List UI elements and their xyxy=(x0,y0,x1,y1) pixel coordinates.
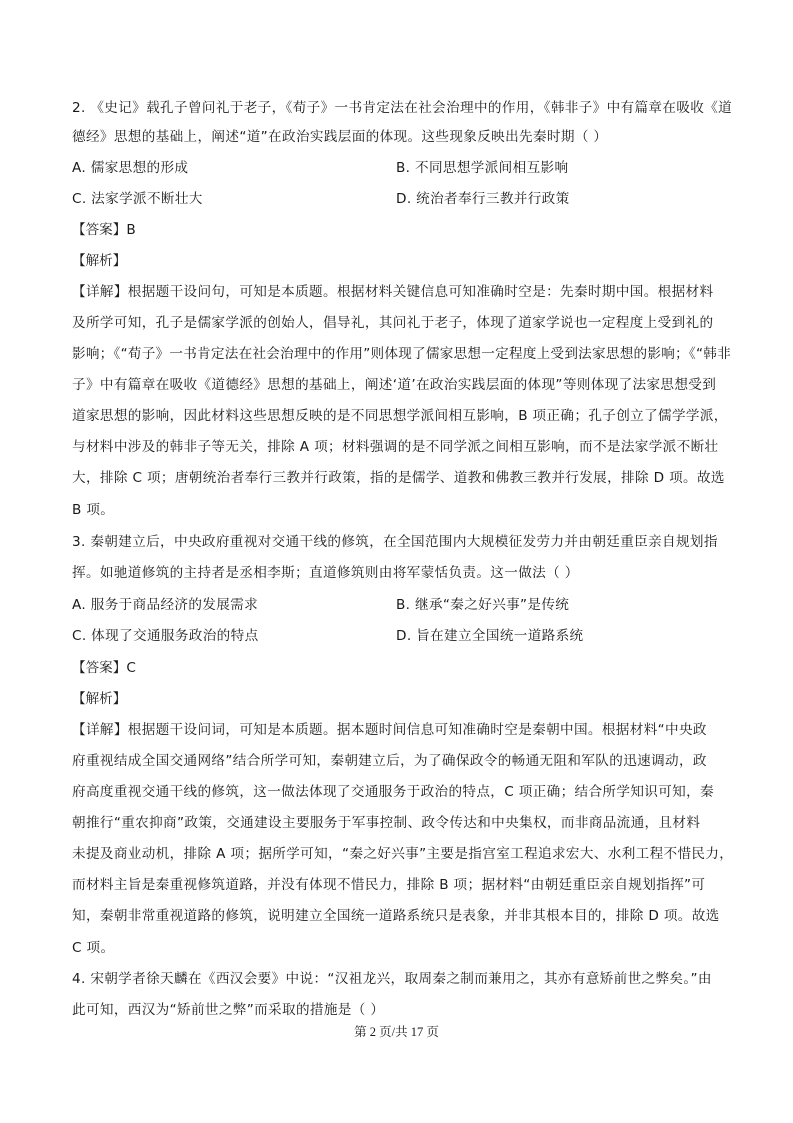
q2-analysis-tag: 【解析】 xyxy=(72,253,127,269)
q3-detail-line-5: 未提及商业动机，排除 A 项；据所学可知，“秦之好兴事”主要是指宫室工程追求宏大、水利工程不惜民力， xyxy=(72,846,734,862)
q3-option-a: A. 服务于商品经济的发展需求 xyxy=(72,597,259,613)
q3-stem-line-1: 3. 秦朝建立后，中央政府重视对交通干线的修筑，在全国范围内大规模征发劳力并由朝廷重臣亲自规划指 xyxy=(72,534,718,550)
q3-answer: 【答案】C xyxy=(72,660,136,676)
q3-option-d: D. 旨在建立全国统一道路系统 xyxy=(396,628,584,644)
q3-option-b: B. 继承“秦之好兴事”是传统 xyxy=(396,597,570,613)
q2-stem-line-1: 2. 《史记》载孔子曾问礼于老子，《荀子》一书肯定法在社会治理中的作用，《韩非子》中有篇章在吸收《道 xyxy=(72,100,733,116)
q2-option-b: B. 不同思想学派间相互影响 xyxy=(396,160,569,176)
q3-option-c: C. 体现了交通服务政治的特点 xyxy=(72,628,259,644)
q2-detail-line-8: B 项。 xyxy=(72,502,115,518)
q3-detail-line-7: 知，秦朝非常重视道路的修筑，说明建立全国统一道路系统只是表象，并非其根本目的，排除 D 项。故选 xyxy=(72,908,720,924)
q2-option-a: A. 儒家思想的形成 xyxy=(72,160,189,176)
q2-detail-line-4: 子》中有篇章在吸收《道德经》思想的基础上，阐述‘道’在政治实践层面的体现”等则体现了法家思想受到 xyxy=(72,377,717,393)
q2-option-c: C. 法家学派不断壮大 xyxy=(72,191,203,207)
q2-detail-line-2: 及所学可知，孔子是儒家学派的创始人，倡导礼，其问礼于老子，体现了道家学说也一定程度上受到礼的 xyxy=(72,315,714,331)
q4-stem-line-2: 此可知，西汉为“矫前世之弊”而采取的措施是（ ） xyxy=(72,1002,385,1018)
q3-detail-line-1: 【详解】根据题干设问词，可知是本质题。据本题时间信息可知准确时空是秦朝中国。根据材料“中央政 xyxy=(72,722,707,738)
q3-detail-line-4: 朝推行“重农抑商”政策，交通建设主要服务于军事控制、政令传达和中央集权，而非商品流通，且材料 xyxy=(72,815,701,831)
q2-detail-line-1: 【详解】根据题干设问句，可知是本质题。根据材料关键信息可知准确时空是：先秦时期中国。根据材料 xyxy=(72,284,714,300)
q4-stem-line-1: 4. 宋朝学者徐天麟在《西汉会要》中说：“汉祖龙兴，取周秦之制而兼用之，其亦有意矫前世之弊矣。”由 xyxy=(72,971,712,987)
q3-analysis-tag: 【解析】 xyxy=(72,691,127,707)
q3-detail-line-3: 府高度重视交通干线的修筑，这一做法体现了交通服务于政治的特点，C 项正确；结合所学知识可知，秦 xyxy=(72,784,714,800)
q3-detail-line-6: 而材料主旨是秦重视修筑道路，并没有体现不惜民力，排除 B 项；据材料“由朝廷重臣亲自规划指挥”可 xyxy=(72,877,706,893)
page-number-footer: 第 2 页/共 17 页 xyxy=(354,1025,439,1039)
q2-detail-line-7: 大，排除 C 项；唐朝统治者奉行三教并行政策，指的是儒学、道教和佛教三教并行发展，排除 D 项。故选 xyxy=(72,470,725,486)
q2-stem-line-2: 德经》思想的基础上，阐述“道”在政治实践层面的体现。这些现象反映出先秦时期（ ） xyxy=(72,129,608,145)
q3-stem-line-2: 挥。如驰道修筑的主持者是丞相李斯；直道修筑则由将军蒙恬负责。这一做法（ ） xyxy=(72,565,579,581)
q2-detail-line-3: 影响；《“荀子》一书肯定法在社会治理中的作用”则体现了儒家思想一定程度上受到法家思想的影响；《“韩非 xyxy=(72,346,731,362)
q3-detail-line-2: 府重视结成全国交通网络”结合所学可知，秦朝建立后，为了确保政令的畅通无阻和军队的迅速调动，政 xyxy=(72,753,707,769)
q2-answer: 【答案】B xyxy=(72,222,136,238)
q2-option-d: D. 统治者奉行三教并行政策 xyxy=(396,191,570,207)
q2-detail-line-5: 道家思想的影响，因此材料这些思想反映的是不同思想学派间相互影响，B 项正确；孔子创立了儒学学派， xyxy=(72,408,728,424)
q2-detail-line-6: 与材料中涉及的韩非子等无关，排除 A 项；材料强调的是不同学派之间相互影响，而不是法家学派不断壮 xyxy=(72,439,719,455)
q3-detail-line-8: C 项。 xyxy=(72,940,115,956)
